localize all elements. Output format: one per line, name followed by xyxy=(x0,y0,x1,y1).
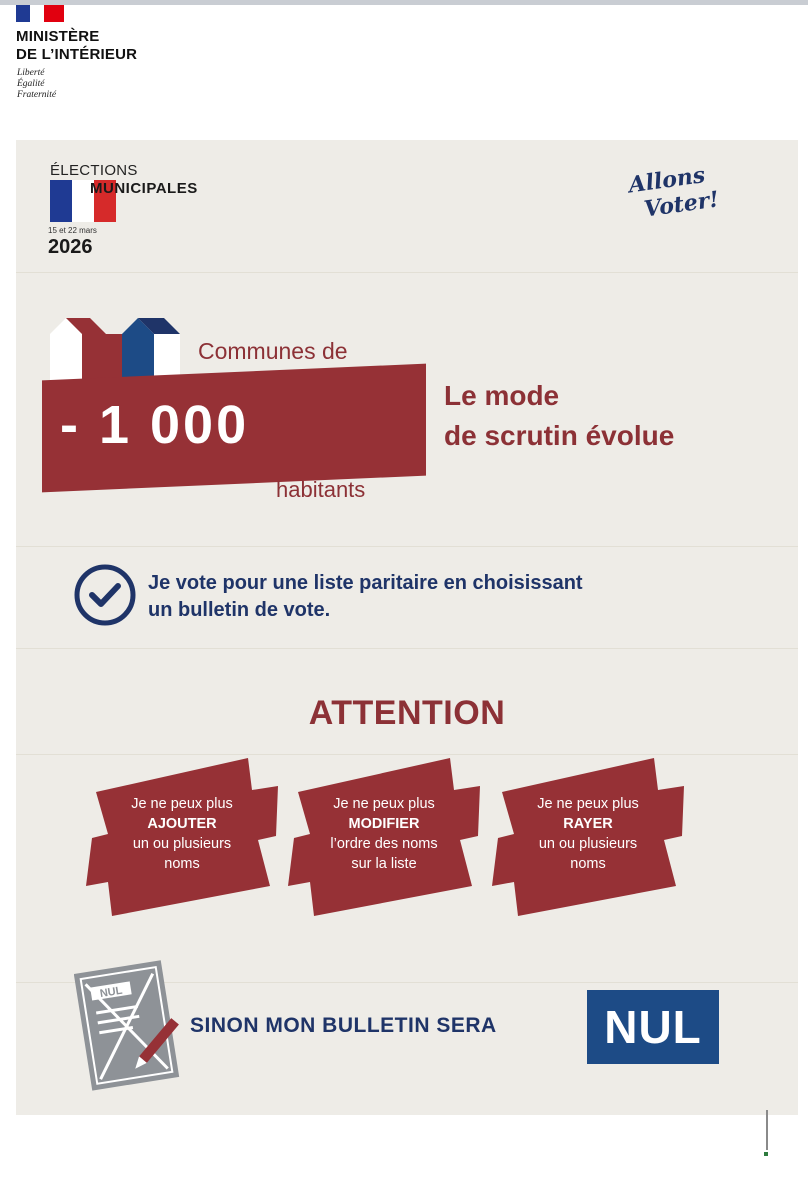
ribbon-verb: RAYER xyxy=(563,816,613,832)
slogan-line2: Voter! xyxy=(642,186,721,223)
ballot-label: NUL xyxy=(99,984,124,1001)
communes-label: Communes de xyxy=(198,338,348,364)
ribbon-verb: AJOUTER xyxy=(147,816,217,832)
nul-badge: NUL xyxy=(587,990,719,1064)
attention-heading: ATTENTION xyxy=(308,694,506,732)
motto-egalite: Égalité xyxy=(17,79,45,89)
warning-text: SINON MON BULLETIN SERA xyxy=(190,1014,497,1037)
ribbon-ajouter xyxy=(82,754,282,918)
ribbon-rayer xyxy=(488,754,688,918)
ribbon-verb: MODIFIER xyxy=(348,816,420,832)
ribbon-line4: noms xyxy=(570,856,606,872)
ribbon-line4: noms xyxy=(164,856,200,872)
mode-line1: Le mode xyxy=(444,380,560,411)
motto-fraternite: Fraternité xyxy=(17,90,57,100)
null-ballot-icon xyxy=(74,952,184,1092)
ribbon-line1: Je ne peux plus xyxy=(333,796,435,812)
checkmark-icon xyxy=(74,564,136,626)
election-dates: 15 et 22 mars xyxy=(48,226,97,235)
printer-mark-icon xyxy=(764,1110,772,1158)
ribbon-line4: sur la liste xyxy=(351,856,417,872)
vote-instruction xyxy=(148,570,583,624)
motto xyxy=(17,68,56,101)
mode-line2: de scrutin évolue xyxy=(444,420,675,451)
ribbon-line3: un ou plusieurs xyxy=(132,836,232,852)
top-border xyxy=(0,0,808,5)
ribbon-line3: l’ordre des noms xyxy=(330,836,438,852)
motto-liberte: Liberté xyxy=(17,68,45,78)
ministry-title xyxy=(16,28,137,64)
vote-line1: Je vote pour une liste paritaire en choisissant xyxy=(148,572,583,594)
ribbon-line1: Je ne peux plus xyxy=(131,796,233,812)
election-poster xyxy=(16,140,798,1115)
slogan-line1: Allons xyxy=(627,162,707,199)
mode-scrutin-heading xyxy=(444,376,674,456)
election-year: 2026 xyxy=(48,236,93,258)
municipales-label: MUNICIPALES xyxy=(90,180,198,197)
elections-label: ÉLECTIONS xyxy=(50,162,138,179)
divider xyxy=(16,546,798,547)
ribbon-modifier xyxy=(284,754,484,918)
vote-line2: un bulletin de vote. xyxy=(148,599,331,621)
houses-icon xyxy=(46,312,196,384)
marianne-flag-icon xyxy=(16,5,64,22)
ribbon-line3: un ou plusieurs xyxy=(538,836,638,852)
ministry-title-line1: MINISTÈRE xyxy=(16,28,100,45)
divider xyxy=(16,272,798,273)
habitants-label: habitants xyxy=(276,477,366,502)
ministry-title-line2: DE L’INTÉRIEUR xyxy=(16,46,138,63)
allons-voter-logo xyxy=(627,156,757,252)
population-threshold: - 1 000 xyxy=(60,395,250,455)
divider xyxy=(16,648,798,649)
ribbon-line1: Je ne peux plus xyxy=(537,796,639,812)
